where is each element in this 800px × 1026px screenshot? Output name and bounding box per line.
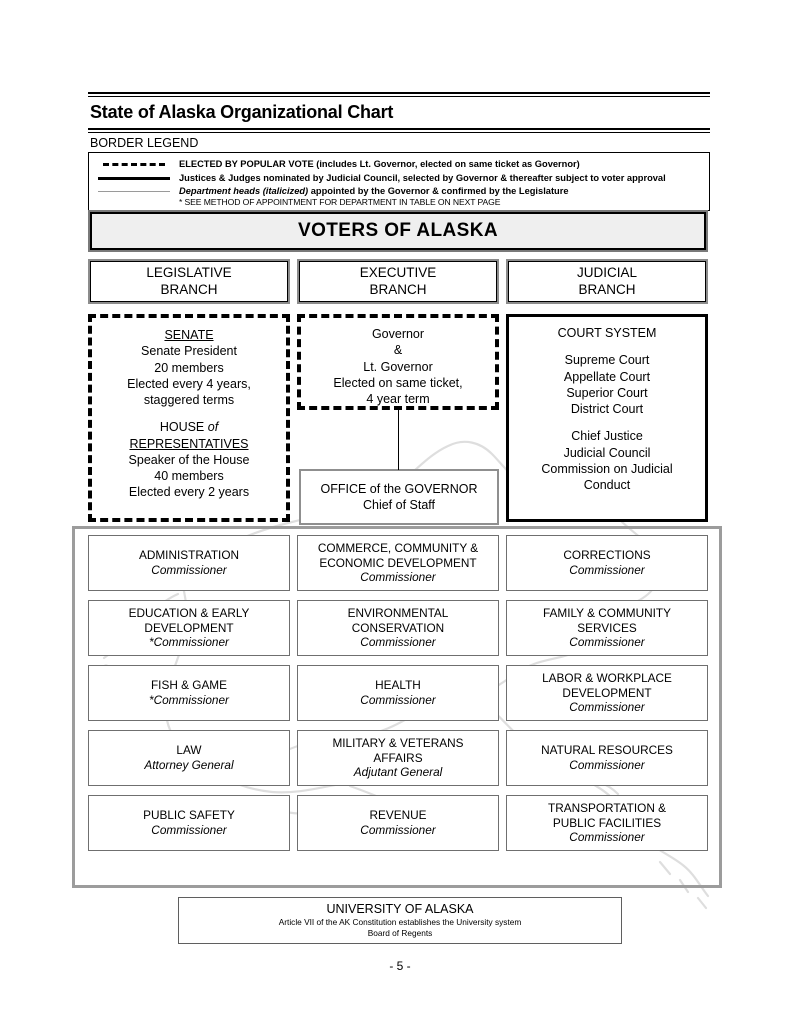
university-subtitle-1: Article VII of the AK Constitution establishes the University system (278, 917, 522, 928)
house-heading-line1 (160, 419, 218, 435)
department-row (88, 600, 708, 656)
court-line-3: Superior Court (566, 385, 648, 400)
department-name: LABOR & WORKPLACE DEVELOPMENT (542, 670, 672, 700)
voters-inner-frame (90, 212, 706, 250)
house-heading-line2: REPRESENTATIVES (129, 436, 249, 451)
page-number-footer: - 5 - (389, 959, 411, 973)
department-name: MILITARY & VETERANS AFFAIRS (332, 735, 464, 765)
branch-header-row (88, 259, 708, 304)
university-subtitle-2: Board of Regents (367, 928, 433, 939)
department-name: PUBLIC SAFETY (143, 808, 235, 823)
department-education-early-development (88, 600, 290, 656)
department-name: NATURAL RESOURCES (541, 743, 673, 758)
legend-text-judicial: Justices & Judges nominated by Judicial Council, selected by Governor & thereafter subject to voter approval (179, 173, 666, 183)
department-row (88, 795, 708, 851)
department-family-community-services (506, 600, 708, 656)
judicial-body-1: Chief Justice (571, 429, 643, 444)
house-line-2: 40 members (154, 469, 224, 483)
judicial-body-2: Judicial Council (563, 445, 651, 460)
legend-depthead-italic: Department heads (italicized) (179, 186, 309, 196)
senate-heading: SENATE (164, 328, 214, 342)
department-role: Commissioner (569, 635, 645, 650)
branch-executive-line1: EXECUTIVE (359, 265, 437, 281)
department-role: Commissioner (360, 570, 436, 585)
department-role: Adjutant General (353, 765, 443, 780)
department-revenue (297, 795, 499, 851)
department-fish-game (88, 665, 290, 721)
executive-line-2: & (393, 343, 403, 358)
department-name: ENVIRONMENTAL CONSERVATION (347, 605, 449, 635)
branch-legislative-inner (90, 261, 288, 302)
department-role: Commissioner (360, 635, 436, 650)
department-name: LAW (176, 743, 202, 758)
legend-text-elected: ELECTED BY POPULAR VOTE (includes Lt. Governor, elected on same ticket as Governor) (179, 159, 580, 169)
court-line-1: Supreme Court (564, 353, 650, 368)
branch-legislative-line1: LEGISLATIVE (146, 265, 232, 281)
senate-line-1: Senate President (141, 344, 237, 359)
court-system-heading: COURT SYSTEM (557, 326, 657, 340)
governor-office-connector-line (398, 406, 399, 470)
department-name: FAMILY & COMMUNITY SERVICES (542, 605, 672, 635)
department-name: ADMINISTRATION (138, 548, 240, 563)
department-name: TRANSPORTATION & PUBLIC FACILITIES (548, 800, 666, 830)
department-labor-workplace-development (506, 665, 708, 721)
branch-judicial-inner (508, 261, 706, 302)
legend-row-elected (89, 157, 709, 171)
department-role: *Commissioner (149, 635, 229, 650)
legend-row-judicial (89, 171, 709, 185)
department-role: Commissioner (151, 823, 227, 837)
thin-line-key-icon (89, 191, 179, 192)
department-name: FISH & GAME (150, 678, 228, 693)
branch-judicial-line2: BRANCH (578, 281, 636, 297)
branch-executive-line2: BRANCH (369, 281, 427, 297)
legend-depthead-rest: appointed by the Governor & confirmed by the Legislature (308, 186, 569, 196)
department-administration (88, 535, 290, 591)
executive-detail-box (297, 314, 499, 410)
branch-judicial-line1: JUDICIAL (576, 265, 637, 281)
branch-executive (297, 259, 499, 304)
border-legend-box (88, 152, 710, 211)
solid-line-key-icon (89, 177, 179, 180)
legislative-detail-box (88, 314, 290, 522)
department-transportation-public-facilities (506, 795, 708, 851)
branch-legislative (88, 259, 290, 304)
department-name: CORRECTIONS (563, 548, 651, 563)
department-role: Commissioner (569, 700, 645, 715)
department-role: Commissioner (360, 823, 436, 837)
department-row (88, 665, 708, 721)
senate-line-3: Elected every 4 years, (127, 376, 251, 391)
department-health (297, 665, 499, 721)
department-commerce-community-economic-development (297, 535, 499, 591)
court-system-box (506, 314, 708, 522)
executive-line-4: Elected on same ticket, (333, 375, 463, 390)
department-name: HEALTH (375, 678, 421, 693)
office-of-governor-title: OFFICE of the GOVERNOR (320, 481, 478, 496)
office-of-the-governor-box (299, 469, 499, 525)
senate-line-4: staggered terms (143, 393, 235, 407)
department-role: Commissioner (151, 563, 227, 577)
court-line-4: District Court (570, 402, 644, 416)
house-line-1: Speaker of the House (128, 452, 250, 467)
senate-line-2: 20 members (154, 360, 224, 375)
department-law (88, 730, 290, 786)
branch-legislative-line2: BRANCH (160, 281, 218, 297)
office-of-governor-role: Chief of Staff (362, 498, 436, 512)
department-natural-resources (506, 730, 708, 786)
department-military-veterans-affairs (297, 730, 499, 786)
voters-of-alaska-box (88, 210, 708, 252)
legend-row-depthead (89, 185, 709, 197)
department-role: *Commissioner (149, 693, 229, 707)
title-block (88, 92, 710, 211)
executive-line-1: Governor (371, 327, 425, 341)
departments-grid (88, 535, 708, 860)
department-corrections (506, 535, 708, 591)
legend-heading: BORDER LEGEND (90, 136, 199, 150)
department-role: Commissioner (569, 830, 645, 845)
legend-footnote: * SEE METHOD OF APPOINTMENT FOR DEPARTMENT IN TABLE ON NEXT PAGE (179, 197, 501, 207)
voters-label: VOTERS OF ALASKA (298, 220, 498, 241)
branch-judicial (506, 259, 708, 304)
executive-line-3: Lt. Governor (363, 359, 433, 374)
executive-line-5: 4 year term (366, 392, 430, 406)
judicial-body-3: Commission on Judicial (541, 461, 673, 476)
legend-text-depthead (179, 186, 569, 196)
judicial-body-4: Conduct (583, 478, 631, 492)
department-name: COMMERCE, COMMUNITY & ECONOMIC DEVELOPMENT (317, 540, 479, 570)
court-line-2: Appellate Court (563, 369, 651, 384)
house-line-3: Elected every 2 years (128, 485, 250, 500)
department-role: Commissioner (569, 563, 645, 577)
branch-executive-inner (299, 261, 497, 302)
university-of-alaska-box (178, 897, 622, 944)
department-role: Commissioner (360, 693, 436, 707)
department-row (88, 535, 708, 591)
university-title: UNIVERSITY OF ALASKA (326, 901, 474, 916)
department-role: Commissioner (569, 758, 645, 772)
page-title: State of Alaska Organizational Chart (90, 102, 394, 122)
department-row (88, 730, 708, 786)
department-name: EDUCATION & EARLY DEVELOPMENT (128, 605, 250, 635)
department-environmental-conservation (297, 600, 499, 656)
house-heading-of: of (207, 420, 219, 435)
department-public-safety (88, 795, 290, 851)
department-role: Attorney General (144, 758, 234, 772)
dashed-line-key-icon (89, 163, 179, 166)
house-heading-word: HOUSE (159, 420, 208, 435)
department-name: REVENUE (369, 808, 427, 823)
